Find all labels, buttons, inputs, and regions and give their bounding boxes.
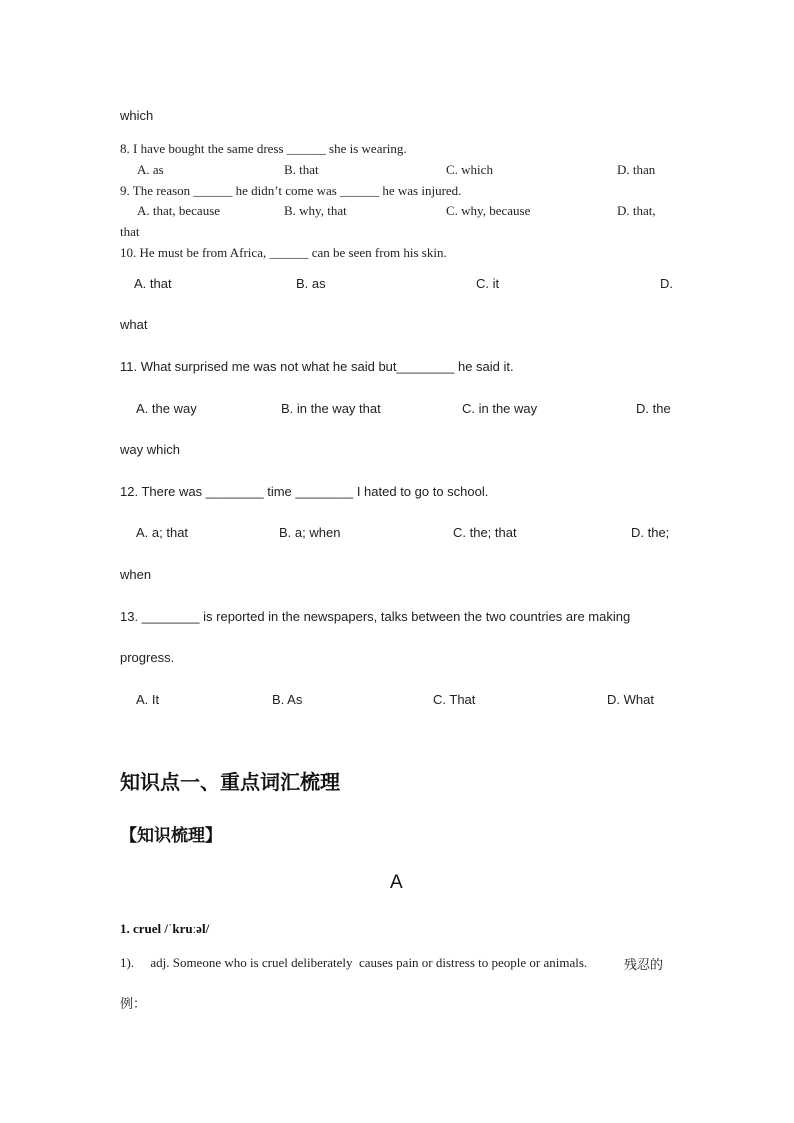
vocab-word-heading: 1. cruel /ˈkruːəl/ <box>120 921 210 936</box>
option-b: B. that <box>284 162 319 177</box>
letter-heading: A <box>390 872 403 893</box>
question-10: 10. He must be from Africa, ______ can be seen from his skin. <box>120 245 447 260</box>
option-c: C. it <box>476 276 500 291</box>
option-c: C. why, because <box>446 203 531 218</box>
option-a: A. the way <box>136 401 197 416</box>
example-label: 例： <box>120 996 147 1011</box>
option-d: D. that, <box>617 203 656 218</box>
option-b: B. as <box>296 276 326 291</box>
option-d-continued: what <box>120 317 148 332</box>
section-subheading: 【知识梳理】 <box>120 826 222 846</box>
option-d-continued: when <box>120 567 152 582</box>
section-heading: 知识点一、重点词汇梳理 <box>120 770 340 794</box>
option-a: A. that <box>134 276 172 291</box>
option-a: A. a; that <box>136 525 189 540</box>
option-b: B. As <box>272 692 303 707</box>
question-13: 13. ________ is reported in the newspapers, talks between the two countries are making <box>120 609 631 624</box>
option-a: A. It <box>136 692 160 707</box>
option-d-continued: way which <box>120 442 180 457</box>
question-13-continued: progress. <box>120 650 175 665</box>
vocab-definition: 1). adj. Someone who is cruel deliberately causes pain or distress to people or animals. <box>120 955 588 970</box>
option-c: C. which <box>446 162 493 177</box>
vocab-chinese-meaning: 残忍的 <box>624 957 664 972</box>
continued-option-text: which <box>120 108 154 123</box>
option-d: D. What <box>607 692 654 707</box>
option-d: D. the <box>636 401 671 416</box>
option-d: D. the; <box>631 525 670 540</box>
option-d: D. than <box>617 162 656 177</box>
option-d-continued: that <box>120 224 140 239</box>
question-11: 11. What surprised me was not what he said but________ he said it. <box>120 359 514 374</box>
option-d: D. <box>660 276 673 291</box>
option-a: A. as <box>137 162 164 177</box>
question-8: 8. I have bought the same dress ______ she is wearing. <box>120 141 407 156</box>
option-c: C. That <box>433 692 476 707</box>
option-b: B. in the way that <box>281 401 381 416</box>
question-12: 12. There was ________ time ________ I hated to go to school. <box>120 484 489 499</box>
option-c: C. the; that <box>453 525 517 540</box>
option-c: C. in the way <box>462 401 538 416</box>
option-b: B. why, that <box>284 203 347 218</box>
option-a: A. that, because <box>137 203 221 218</box>
option-b: B. a; when <box>279 525 341 540</box>
question-9: 9. The reason ______ he didn’t come was ______ he was injured. <box>120 183 462 198</box>
